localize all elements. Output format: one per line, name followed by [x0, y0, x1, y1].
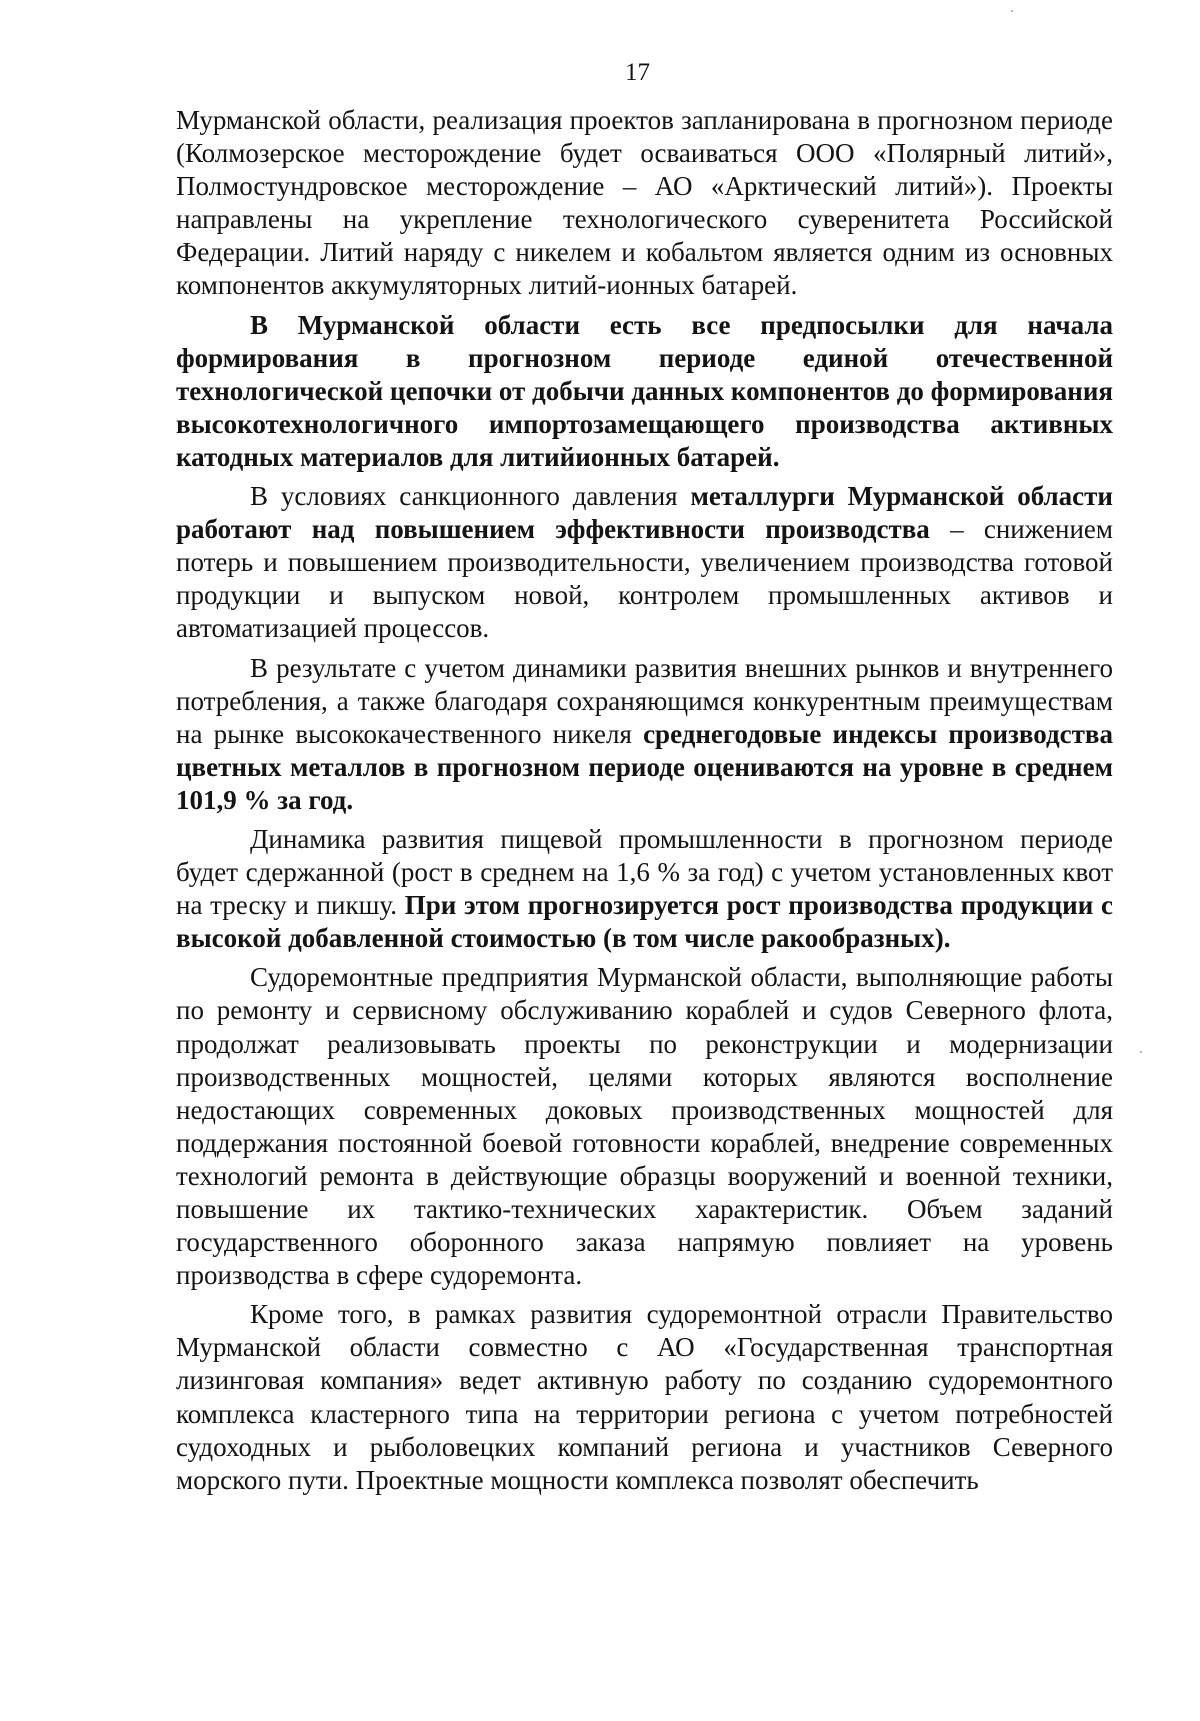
scan-speck [1011, 10, 1013, 12]
paragraph-text: Кроме того, в рамках развития судоремонтной отрасли Правительство Мурманской области совместно с АО «Государственная транспортная лизинговая компания» ведет активную работу по созданию судоремонтного комплекса кластерного типа на территории региона с учетом потребностей судоходных и рыболовецких компаний региона и участников Северного морского пути. Проектные мощности комплекса позволят обеспечить [176, 1299, 1113, 1495]
page-number: 17 [625, 59, 650, 86]
paragraph [176, 309, 1113, 474]
paragraph-text: Динамика развития пищевой промышленности в прогнозном периоде будет сдержанной (рост в среднем на 1,6 % за год) с учетом установленных квот на треску и пикшу. [176, 823, 1113, 921]
paragraph-text: – снижением потерь и повышением производительности, увеличением производства готовой продукции и выпуском новой, контролем промышленных активов и автоматизацией процессов. [176, 514, 1113, 644]
paragraph-text: Судоремонтные предприятия Мурманской области, выполняющие работы по ремонту и сервисному обслуживанию кораблей и судов Северного флота, продолжат реализовывать проекты по реконструкции и модернизации производственных мощностей, целями которых являются восполнение недостающих современных доковых производственных мощностей для поддержания постоянной боевой готовности кораблей, внедрение современных технологий ремонта в действующие образцы вооружений и военной техники, повышение их тактико-технических характеристик. Объем заданий государственного оборонного заказа напрямую повлияет на уровень производства в сфере судоремонта. [176, 962, 1113, 1291]
paragraph-text: Мурманской области, реализация проектов запланирована в прогнозном периоде (Колмозерское месторождение будет осваиваться ООО «Полярный литий», Полмостундровское месторождение – АО «Арктический литий»). Проекты направлены на укрепление технологического суверенитета Российской Федерации. Литий наряду с никелем и кобальтом является одним из основных компонентов аккумуляторных литий-ионных батарей. [176, 105, 1113, 301]
scan-speck [1140, 1051, 1142, 1053]
paragraph-text-bold: При этом прогнозируется рост производства продукции с высокой добавленной стоимостью (в том числе ракообразных). [176, 890, 1113, 954]
paragraph-text: В условиях санкционного давления [250, 481, 691, 512]
paragraph-text: В результате с учетом динамики развития внешних рынков и внутреннего потребления, а также благодаря сохраняющимся конкурентным преимуществам на рынке высококачественного никеля [176, 652, 1113, 749]
document-body [176, 104, 1113, 1497]
paragraph-text-bold: среднегодовые индексы производства цветных металлов в прогнозном периоде оцениваются на уровне в среднем 101,9 % за год. [176, 718, 1113, 815]
paragraph [176, 1298, 1113, 1497]
paragraph-text-bold: В Мурманской области есть все предпосылки для начала формирования в прогнозном периоде единой отечественной технологической цепочки от добычи данных компонентов до формирования высокотехнологичного импортозамещающего производства активных катодных материалов для литийионных батарей. [176, 309, 1114, 472]
paragraph [176, 480, 1113, 645]
paragraph [176, 823, 1113, 955]
paragraph [176, 652, 1113, 817]
paragraph [176, 104, 1113, 303]
paragraph-text-bold: металлурги Мурманской области работают над повышением эффективности производства [176, 481, 1113, 545]
paragraph [176, 961, 1113, 1292]
